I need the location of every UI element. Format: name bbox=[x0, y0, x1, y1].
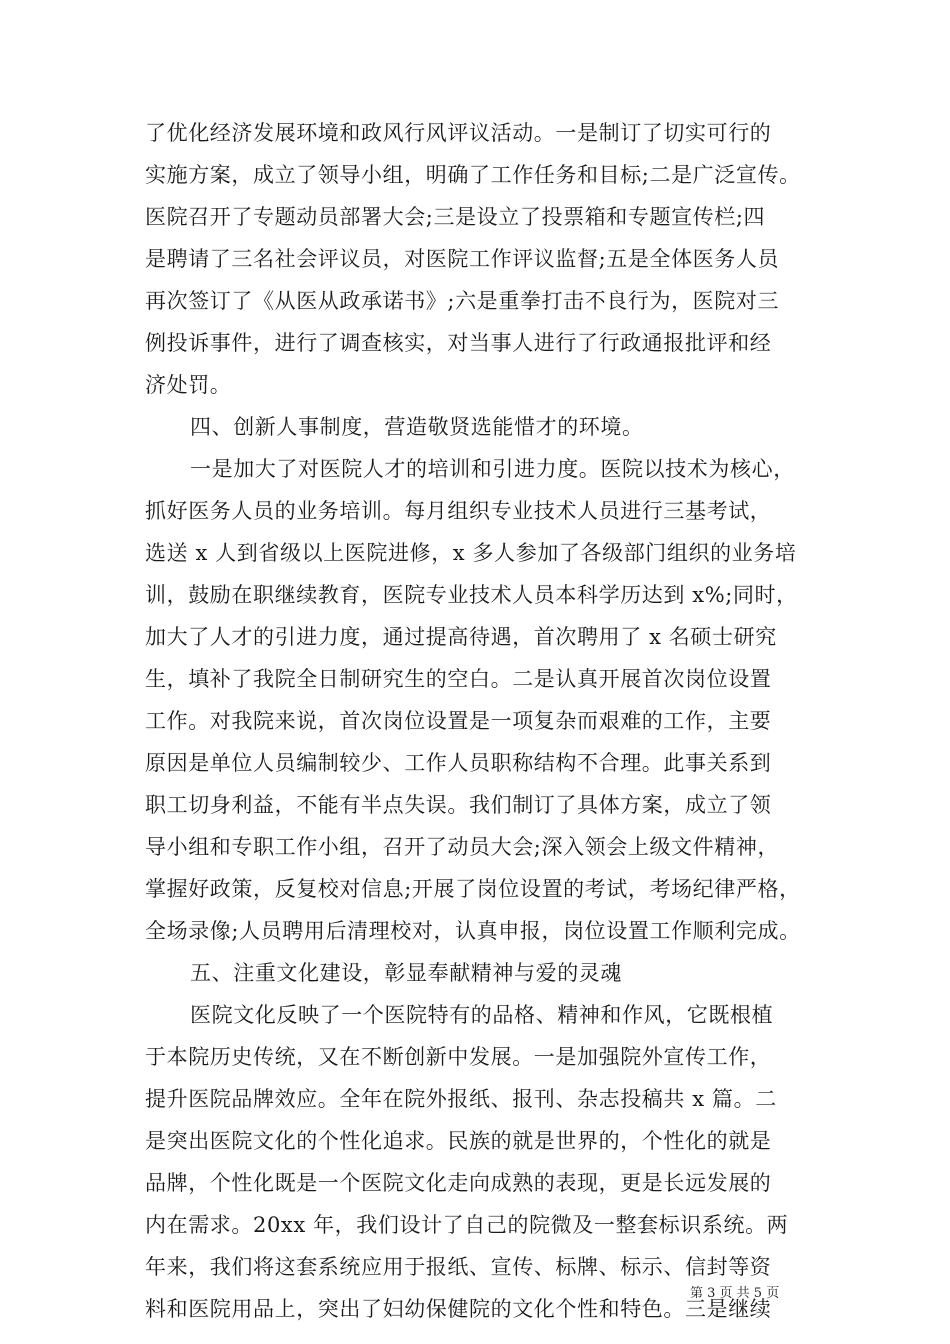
text-line: 了优化经济发展环境和政风行风评议活动。一是制订了切实可行的 bbox=[145, 121, 772, 145]
text-line: 料和医院用品上，突出了妇幼保健院的文化个性和特色。三是继续 bbox=[145, 1297, 772, 1321]
text-line: 医院召开了专题动员部署大会;三是设立了投票箱和专题宣传栏;四 bbox=[145, 205, 766, 229]
section-heading: 五、注重文化建设，彰显奉献精神与爱的灵魂 bbox=[190, 961, 622, 985]
text-line: 例投诉事件，进行了调查核实，对当事人进行了行政通报批评和经 bbox=[145, 331, 772, 355]
text-line: 内在需求。20xx 年，我们设计了自己的院微及一整套标识系统。两 bbox=[145, 1213, 789, 1237]
text-line: 训，鼓励在职继续教育，医院专业技术人员本科学历达到 x%;同时， bbox=[145, 583, 798, 607]
text-line: 全场录像;人员聘用后清理校对，认真申报，岗位设置工作顺利完成。 bbox=[145, 919, 801, 943]
text-line: 抓好医务人员的业务培训。每月组织专业技术人员进行三基考试， bbox=[145, 499, 772, 523]
text-line: 是聘请了三名社会评议员，对医院工作评议监督;五是全体医务人员 bbox=[145, 247, 780, 271]
text-line: 是突出医院文化的个性化追求。民族的就是世界的，个性化的就是 bbox=[145, 1129, 772, 1153]
text-line: 导小组和专职工作小组，召开了动员大会;深入领会上级文件精神， bbox=[145, 835, 780, 859]
text-line: 原因是单位人员编制较少、工作人员职称结构不合理。此事关系到 bbox=[145, 751, 772, 775]
section-heading: 四、创新人事制度，营造敬贤选能惜才的环境。 bbox=[190, 415, 644, 439]
text-line: 济处罚。 bbox=[145, 373, 232, 397]
text-line: 选送 x 人到省级以上医院进修，x 多人参加了各级部门组织的业务培 bbox=[145, 541, 797, 565]
text-line: 掌握好政策，反复校对信息;开展了岗位设置的考试，考场纪律严格， bbox=[145, 877, 801, 901]
page-number: 第 3 页 共 5 页 bbox=[690, 1286, 780, 1301]
text-line: 提升医院品牌效应。全年在院外报纸、报刊、杂志投稿共 x 篇。二 bbox=[145, 1087, 777, 1111]
text-line: 实施方案，成立了领导小组，明确了工作任务和目标;二是广泛宣传。 bbox=[145, 163, 801, 187]
text-line: 品牌，个性化既是一个医院文化走向成熟的表现，更是长远发展的 bbox=[145, 1171, 772, 1195]
text-line: 一是加大了对医院人才的培训和引进力度。医院以技术为核心， bbox=[190, 457, 795, 481]
text-line: 年来，我们将这套系统应用于报纸、宣传、标牌、标示、信封等资 bbox=[145, 1255, 772, 1279]
text-line: 工作。对我院来说，首次岗位设置是一项复杂而艰难的工作，主要 bbox=[145, 709, 772, 733]
text-line: 生，填补了我院全日制研究生的空白。二是认真开展首次岗位设置 bbox=[145, 667, 772, 691]
text-line: 加大了人才的引进力度，通过提高待遇，首次聘用了 x 名硕士研究 bbox=[145, 625, 777, 649]
text-line: 职工切身利益，不能有半点失误。我们制订了具体方案，成立了领 bbox=[145, 793, 772, 817]
text-line: 于本院历史传统，又在不断创新中发展。一是加强院外宣传工作， bbox=[145, 1045, 772, 1069]
text-line: 医院文化反映了一个医院特有的品格、精神和作风，它既根植 bbox=[190, 1003, 774, 1027]
text-line: 再次签订了《从医从政承诺书》;六是重拳打击不良行为，医院对三 bbox=[145, 289, 780, 313]
